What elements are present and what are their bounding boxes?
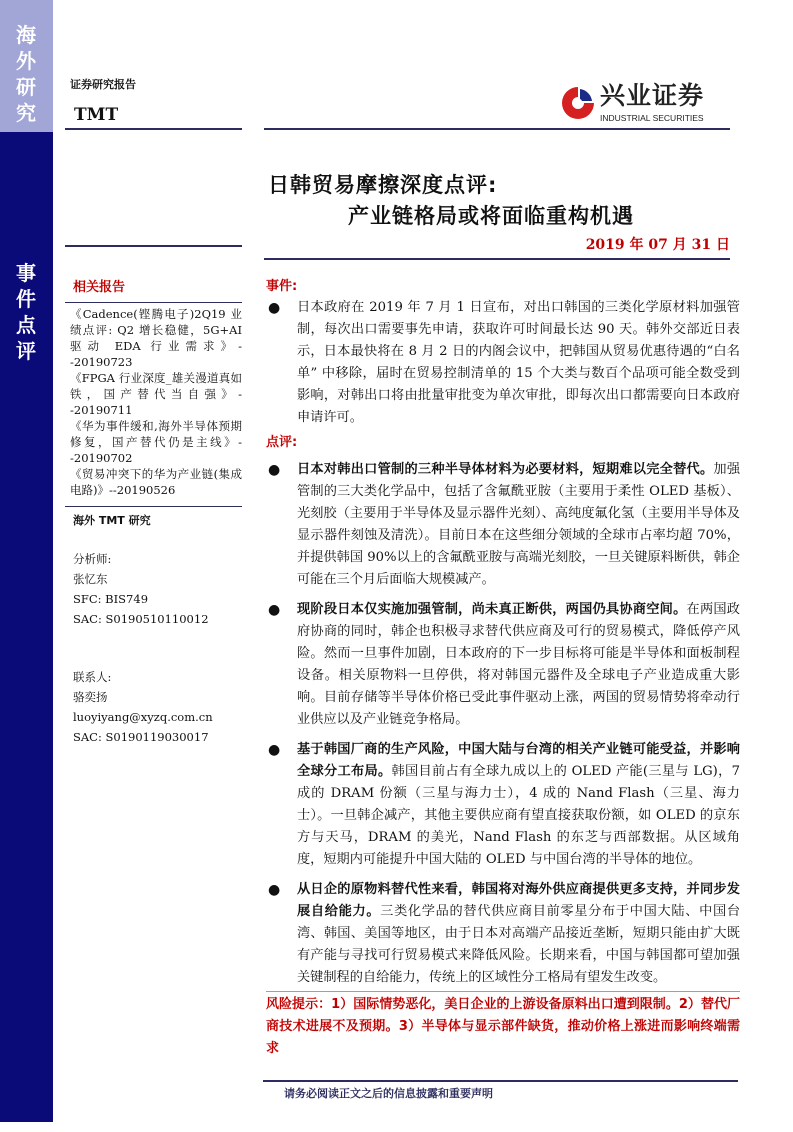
divider <box>65 128 242 130</box>
sidebar-bottom-band <box>0 132 53 1122</box>
report-date: 2019 年 07 月 31 日 <box>585 237 730 253</box>
sidebar-report-type-label: 事件点评 <box>16 261 36 363</box>
contact-block <box>65 629 242 747</box>
main-content <box>266 277 740 1132</box>
divider <box>264 258 730 260</box>
analyst-sfc: SFC: BIS749 <box>73 592 149 606</box>
sidebar-top-band <box>0 0 53 132</box>
divider <box>264 128 730 130</box>
analyst-block <box>65 529 242 629</box>
comment-point: ● 现阶段日本仅实施加强管制，尚未真正断供，两国仍具协商空间。在两国政府协商的同时，韩企也积极寻求替代供应商及可行的贸易模式，降低停产风险。然而一旦事件加剧，日本政府的下一步目标将可能是半导体和面板制程设备。相关原物料一旦停供，将对韩国元器件及全球电子产业造成重大影响。目前存储等半导体价格已受此事件驱动上涨，两国的贸易情势将牵动行业供应以及产业链竞争格局。 <box>266 599 740 731</box>
left-column <box>65 278 242 747</box>
title-line-1: 日韩贸易摩擦深度点评: <box>268 173 498 197</box>
company-logo <box>560 83 730 123</box>
bullet-icon: ● <box>268 300 281 316</box>
logo-en: INDUSTRIAL SECURITIES <box>600 113 704 123</box>
comment-point: ● 日本对韩出口管制的三种半导体材料为必要材料，短期难以完全替代。加强管制的三大类化学品中，包括了含氟酰亚胺（主要用于柔性 OLED 基板）、光刻胶（主要用于半导体及显示器件光刻）、高纯度氟化氢（主要用半导体及显示器件刻蚀及清洗）。目前日本在这些细分领域的全球市占率均超 70%，并提供韩国 90%以上的含氟酰亚胺与高端光刻胶，一旦关键原料断供，韩企可能在三个月后面临大规模减产。 <box>266 459 740 591</box>
analyst-name: 张忆东 <box>73 572 108 586</box>
contact-label: 联系人: <box>73 670 112 684</box>
contact-email[interactable]: luoyiyang@xyzq.com.cn <box>73 710 213 724</box>
logo-mark-icon <box>560 85 596 121</box>
event-heading: 事件: <box>266 279 298 294</box>
divider <box>65 245 242 247</box>
related-reports-title: 相关报告 <box>73 280 126 295</box>
related-report-link[interactable]: 《贸易冲突下的华为产业链(集成电路)》--20190526 <box>70 467 242 497</box>
contact-name: 骆奕扬 <box>73 690 108 704</box>
bullet-icon: ● <box>268 462 281 478</box>
risk-warning: 风险提示：1）国际情势恶化，美日企业的上游设备原料出口遭到限制。2）替代厂商技术进展不及预期。3）半导体与显示部件缺货，推动价格上涨进而影响终端需求 <box>266 997 740 1056</box>
report-type: 证券研究报告 <box>70 78 136 91</box>
bullet-icon: ● <box>268 602 281 618</box>
logo-cn: 兴业证券 <box>600 81 705 110</box>
bullet-icon: ● <box>268 882 281 898</box>
related-report-link[interactable]: 《华为事件缓和,海外半导体预期修复，国产替代仍是主线》--20190702 <box>70 419 242 465</box>
title-line-2: 产业链格局或将面临重构机遇 <box>348 204 634 228</box>
comment-heading: 点评: <box>266 435 298 450</box>
footer-disclaimer: 请务必阅读正文之后的信息披露和重要声明 <box>284 1087 493 1100</box>
analyst-label: 分析师: <box>73 552 112 566</box>
bullet-icon: ● <box>268 742 281 758</box>
comment-point: ● 基于韩国厂商的生产风险，中国大陆与台湾的相关产业链可能受益，并影响全球分工布局。韩国目前占有全球九成以上的 OLED 产能(三星与 LG)，7 成的 DRAM 份额（三星与海力士），4 成的 Nand Flash（三星、海力士）。一旦韩企减产，其他主要供应商有望直接获取份额，如 OLED 的京东方与天马，DRAM 的美光，Nand Flash 的东芝与西部数据。从区域角度，短期内可能提升中国大陆的 OLED 与中国台湾的半导体的地位。 <box>266 739 740 871</box>
related-reports-list <box>65 303 242 506</box>
team-name: 海外 TMT 研究 <box>73 514 151 527</box>
sidebar-category-label: 海外研究 <box>16 23 36 125</box>
contact-sac: SAC: S0190119030017 <box>73 730 209 744</box>
sector-label: TMT <box>74 105 119 125</box>
comment-point: ● 从日企的原物料替代性来看，韩国将对海外供应商提供更多支持，并同步发展自给能力。三类化学品的替代供应商目前零星分布于中国大陆、中国台湾、韩国、美国等地区，由于日本对高端产品接近垄断，短期只能由扩大既有产能与寻找可行贸易模式来降低风险。长期来看，中国与韩国都可望加强关键制程的自给能力，传统上的区域性分工格局有望发生改变。 <box>266 879 740 989</box>
analyst-sac: SAC: S0190510110012 <box>73 612 209 626</box>
related-report-link[interactable]: 《Cadence(铿腾电子)2Q19 业绩点评: Q2 增长稳健，5G+AI 驱动 EDA 行业需求》--20190723 <box>70 307 242 369</box>
related-report-link[interactable]: 《FPGA 行业深度_雄关漫道真如铁，国产替代当自强》--20190711 <box>70 371 242 417</box>
event-paragraph: ● 日本政府在 2019 年 7 月 1 日宣布，对出口韩国的三类化学原材料加强管制，每次出口需要事先申请，获取许可时间最长达 90 天。韩外交部近日表示，日本最快将在 8 月 2 日的内阁会议中，把韩国从贸易优惠待遇的“白名单” 中移除，届时在贸易控制清单的 15 个大类与数百个品项可能全数受到影响，对韩出口将由批量审批变为单次审批，即每次出口都需要向日本政府申请许可。 <box>266 297 740 429</box>
